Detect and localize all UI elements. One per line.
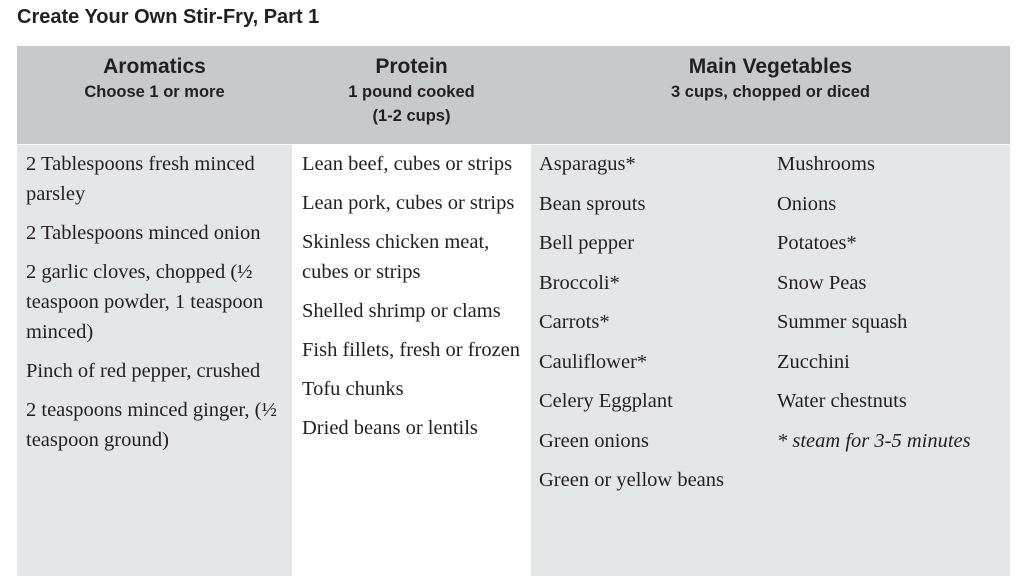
list-item: Snow Peas — [777, 271, 867, 294]
list-item: 2 Tablespoons fresh minced parsley — [26, 153, 255, 205]
list-item: Green onions — [539, 429, 649, 452]
aromatics-heading: Aromatics — [103, 55, 206, 78]
steam-note: * steam for 3-5 minutes — [777, 429, 971, 452]
aromatics-column — [17, 145, 292, 576]
list-item: 2 Tablespoons minced onion — [26, 222, 261, 244]
list-item: Pinch of red pepper, crushed — [26, 360, 261, 382]
list-item: Green or yellow beans — [539, 469, 725, 491]
list-item: Carrots* — [539, 311, 610, 333]
list-item: Summer squash — [777, 311, 908, 333]
page-title: Create Your Own Stir-Fry, Part 1 — [17, 6, 320, 28]
protein-list — [292, 145, 531, 443]
vegetables-heading: Main Vegetables — [688, 55, 853, 78]
aromatics-header — [17, 54, 292, 104]
list-item: Shelled shrimp or clams — [302, 300, 501, 322]
list-item: Cauliflower* — [539, 350, 648, 373]
list-item: Mushrooms — [777, 153, 875, 175]
vegetables-header — [531, 54, 1010, 104]
list-item: Tofu chunks — [302, 378, 404, 400]
list-item: Zucchini — [777, 350, 850, 373]
protein-subheading-line2: (1-2 cups) — [372, 107, 451, 125]
list-item: Broccoli* — [539, 271, 620, 294]
list-item: Celery Eggplant — [539, 390, 673, 412]
vegetables-list-right — [769, 145, 1010, 456]
vegetables-list-left — [531, 145, 769, 495]
list-item: Water chestnuts — [777, 390, 907, 412]
list-item: Lean beef, cubes or strips — [302, 153, 513, 175]
vegetables-subheading: 3 cups, chopped or diced — [671, 83, 870, 101]
list-item: Potatoes* — [777, 232, 857, 254]
protein-heading: Protein — [375, 55, 448, 78]
list-item: Fish fillets, fresh or frozen — [302, 339, 521, 361]
aromatics-subheading: Choose 1 or more — [84, 83, 225, 101]
list-item: 2 garlic cloves, chopped (½ teaspoon powder, 1 teaspoon minced) — [26, 261, 264, 343]
protein-header — [292, 54, 531, 128]
list-item: Lean pork, cubes or strips — [302, 192, 515, 214]
protein-subheading-line1: 1 pound cooked — [348, 83, 475, 101]
list-item: 2 teaspoons minced ginger, (½ teaspoon ground) — [26, 399, 277, 451]
protein-column — [292, 145, 531, 576]
list-item: Asparagus* — [539, 153, 636, 175]
list-item: Dried beans or lentils — [302, 417, 478, 439]
vegetables-column-left — [531, 145, 769, 576]
aromatics-list — [17, 145, 292, 455]
vegetables-column-right — [769, 145, 1010, 576]
list-item: Onions — [777, 192, 837, 215]
list-item: Skinless chicken meat, cubes or strips — [302, 231, 490, 283]
list-item: Bell pepper — [539, 232, 635, 254]
list-item: Bean sprouts — [539, 192, 646, 215]
